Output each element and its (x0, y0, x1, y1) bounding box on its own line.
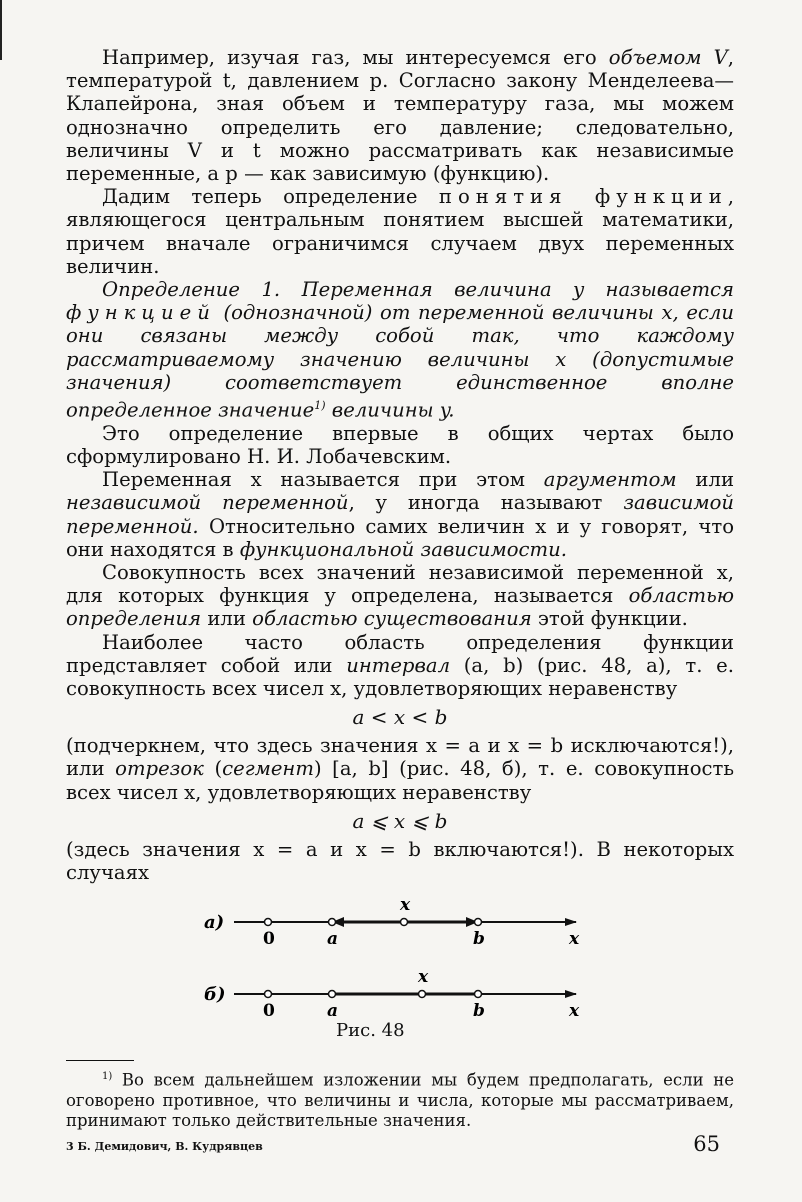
point-zero-b (265, 991, 272, 998)
paragraph-gas-example (66, 46, 734, 185)
text-span: величины y. (325, 398, 455, 422)
footnote-marker: 1) (314, 399, 326, 413)
text-span: ) [a, b] (рис. 48, б), т. е. совокупность всех чисел x, удовлетворяющих неравенству (66, 757, 735, 804)
page-body (66, 46, 734, 1131)
footnote (66, 1067, 734, 1131)
paragraph-definition-1 (66, 278, 734, 422)
text-span: Например, изучая газ, мы интересуемся его (102, 46, 609, 69)
label-a-b: a (327, 1001, 339, 1019)
footnote-marker: 1) (102, 1071, 113, 1083)
point-a-a (329, 919, 336, 926)
text-span: или (676, 468, 734, 492)
number-line-diagram (66, 894, 734, 1018)
text-span: или (201, 607, 253, 631)
label-a-a: a (327, 929, 339, 950)
paragraph-function-concept (66, 185, 734, 278)
axis-label-x-b: x (569, 1001, 580, 1019)
point-b-b (475, 991, 482, 998)
italic-term: областью определения (66, 584, 734, 631)
text-span: Относительно самих величин x и y говорят, что они находятся в (66, 514, 734, 561)
text-span: (подчеркнем, что здесь значения x = a и x = b исключаются!), или (66, 734, 734, 781)
italic-term: аргументом (543, 468, 677, 492)
text-span: , y иногда называют (348, 491, 624, 515)
italic-term: функциональной зависимости. (239, 537, 567, 561)
footnote-rule (66, 1060, 134, 1061)
page-footer (66, 1132, 734, 1162)
paragraph-domain (66, 561, 734, 631)
label-x-top-a: x (400, 895, 411, 916)
paragraph-argument (66, 468, 734, 561)
formula-closed-segment: a ⩽ x ⩽ b (352, 808, 448, 833)
italic-term: зависимой переменной. (66, 491, 734, 538)
spaced-term: функцией (66, 301, 216, 325)
text-span: Определение 1. Переменная величина y называется (102, 278, 734, 302)
footnote-text: Во всем дальнейшем изложении мы будем предполагать, если не оговорено противное, что величины и числа, которые мы рассматриваем, принимают только действительные значения. (66, 1070, 734, 1130)
paragraph-interval (66, 631, 734, 701)
page-edge-mark (0, 0, 2, 60)
text-span: этой функции. (531, 607, 688, 631)
point-zero-a (265, 919, 272, 926)
italic-term: объемом V (608, 46, 728, 69)
paragraph-lobachevsky: Это определение впервые в общих чертах было сформулировано Н. И. Лобачевским. (66, 421, 734, 468)
figure-48 (66, 894, 734, 1044)
italic-term: отрезок (115, 757, 204, 781)
page-number: 65 (693, 1132, 720, 1156)
text-span: Совокупность всех значений независимой переменной x, для которых функция y определена, называется (66, 561, 734, 608)
row-a-label: а) (204, 912, 225, 934)
text-span: (однозначной) от переменной величины x, если они связаны между собой так, что каждому рассматриваемому значению величины x (допустимые значения) соответствует единственное вполне определенное значение (66, 301, 734, 422)
italic-term: независимой переменной (66, 491, 349, 515)
point-b-a (475, 919, 482, 926)
point-x-a (401, 919, 408, 926)
paragraph-cases: (здесь значения x = a и x = b включаются!). В некоторых случаях (66, 837, 734, 885)
point-x-b (419, 991, 426, 998)
text-span: Дадим теперь определение (102, 185, 439, 209)
text-span: , температурой t, давлением p. Согласно закону Менделеева—Клапейрона, зная объем и температуру газа, мы можем однозначно определить его давление; следовательно, величины V и t можно рассматривать как независимые переменные, а p — как зависимую (функцию). (66, 46, 735, 186)
label-b-b: b (473, 1001, 485, 1019)
signature-line: 3 Б. Демидович, В. Кудрявцев (66, 1140, 263, 1153)
label-x-top-b: x (418, 967, 429, 988)
text-span: Наиболее часто область определения функции представляет собой или (66, 630, 734, 677)
spaced-term: понятия функции (438, 185, 728, 209)
figure-caption: Рис. 48 (336, 1020, 405, 1042)
text-span: , являющегося центральным понятием высшей математики, причем вначале ограничимся случаем двух переменных величин. (66, 185, 734, 278)
text-span: ( (203, 757, 223, 781)
point-a-b (329, 991, 336, 998)
axis-label-x-a: x (569, 929, 580, 950)
italic-term: сегмент (222, 757, 314, 781)
label-b-a: b (473, 929, 485, 950)
italic-term: интервал (346, 653, 451, 677)
label-zero-a: 0 (263, 929, 275, 950)
row-b-label: б) (204, 984, 226, 1006)
label-zero-b: 0 (263, 1001, 275, 1019)
text-span: (a, b) (рис. 48, а), т. е. совокупность всех чисел x, удовлетворяющих неравенству (66, 653, 734, 701)
paragraph-segment (66, 734, 734, 804)
formula-open-interval: a < x < b (352, 705, 448, 730)
italic-term: областью существования (252, 607, 532, 631)
text-span: Переменная x называется при этом (102, 468, 544, 492)
